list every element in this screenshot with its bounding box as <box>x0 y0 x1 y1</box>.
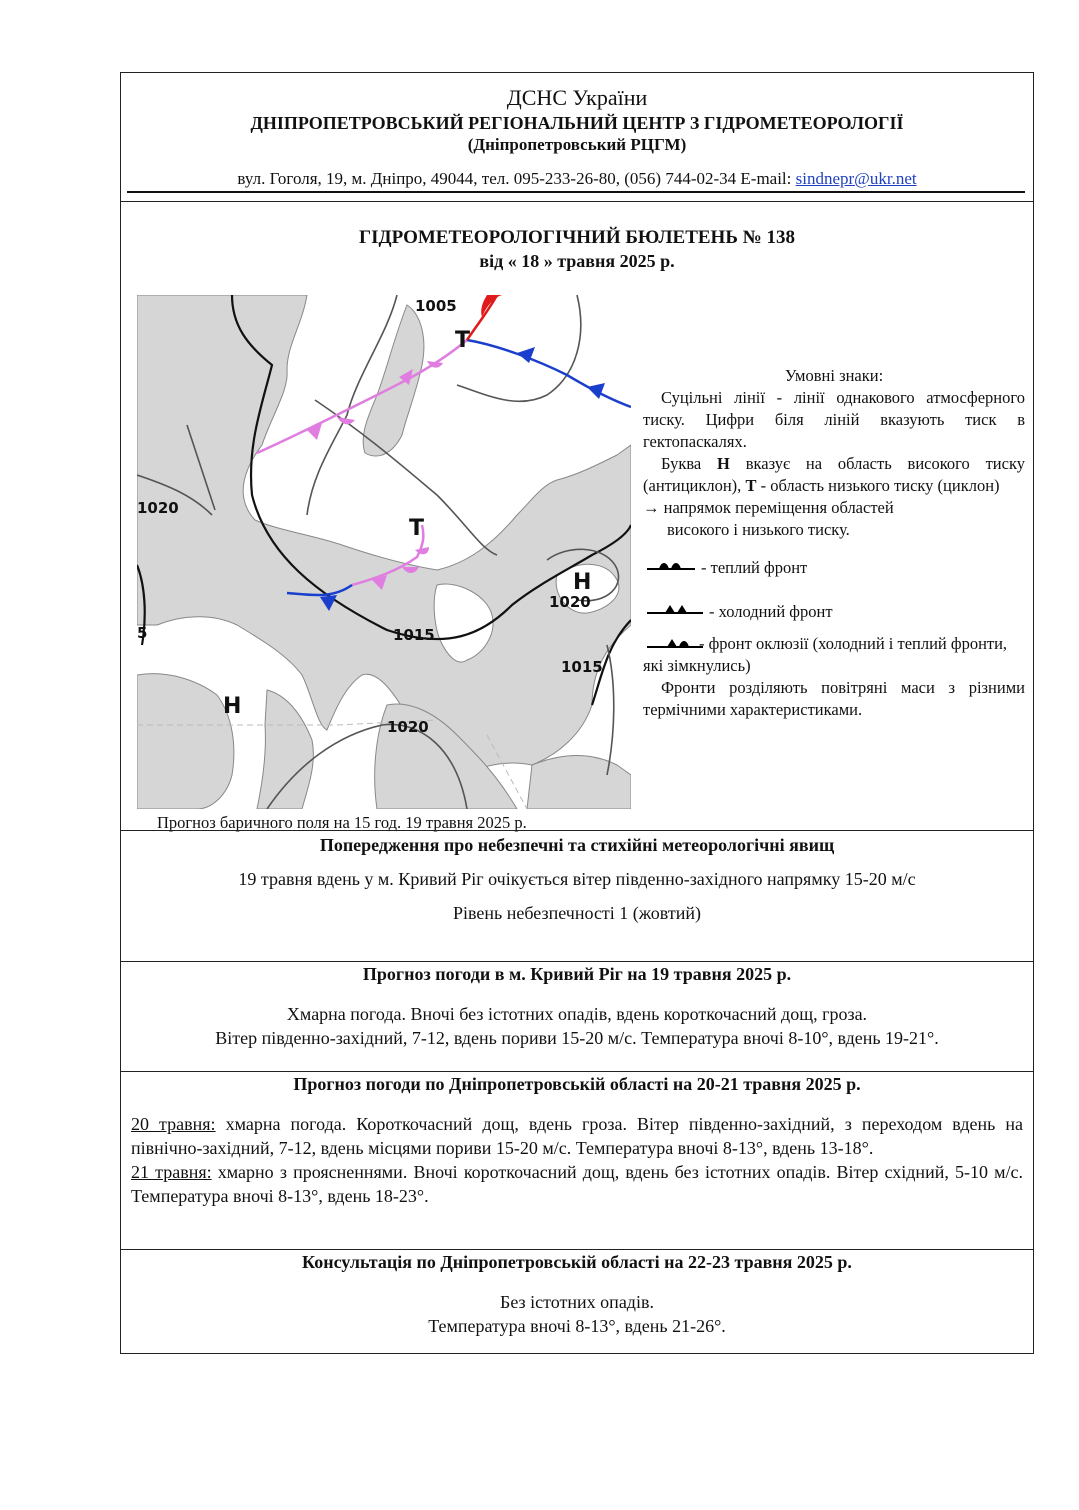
city-forecast-title: Прогноз погоди в м. Кривий Ріг на 19 травня 2025 р. <box>362 964 792 984</box>
city-forecast-section <box>121 962 1033 1050</box>
address-text: вул. Гоголя, 19, м. Дніпро, 49044, тел. 095-233-26-80, (056) 744-02-34 E-mail: <box>237 169 796 188</box>
synoptic-map <box>137 295 631 809</box>
legend-pressure-letters: Буква Н вказує на область високого тиску (антициклон), Т - область низького тиску (циклон) <box>643 454 1025 495</box>
warm-front-icon <box>647 555 699 575</box>
consultation-line1: Без істотних опадів. <box>500 1292 654 1312</box>
bulletin-title: ГІДРОМЕТЕОРОЛОГІЧНИЙ БЮЛЕТЕНЬ № 138 <box>359 227 795 248</box>
high-pressure-east: Н <box>573 570 592 595</box>
contact-line <box>121 169 1033 189</box>
header-rule <box>127 191 1025 193</box>
map-label-1020-bottom: 1020 <box>387 718 429 736</box>
divider <box>121 830 1033 831</box>
legend-movement: → напрямок переміщення областей <box>643 498 894 517</box>
legend-fronts-note: Фронти розділяють повітряні маси з різними термічними характеристиками. <box>643 678 1025 719</box>
city-forecast-line1: Хмарна погода. Вночі без істотних опадів, вдень короткочасний дощ, гроза. <box>286 1004 868 1024</box>
map-label-1020-left: 1020 <box>137 499 179 517</box>
warning-title: Попередження про небезпечні та стихійні метеорологічні явищ <box>319 835 835 855</box>
low-pressure-center: Т <box>409 516 425 541</box>
cold-front-icon <box>647 599 707 619</box>
consultation-title: Консультація по Дніпропетровській області на 22-23 травня 2025 р. <box>302 1252 852 1272</box>
agency-name: ДСНС України <box>506 85 648 110</box>
legend-warm-front: - теплий фронт <box>643 555 1025 577</box>
bulletin-sheet <box>120 72 1034 1354</box>
map-label-1020-right: 1020 <box>549 593 591 611</box>
warning-level: Рівень небезпечності 1 (жовтий) <box>453 903 701 923</box>
legend-occlusion-front: - фронт оклюзії (холодний і теплий фронти, які зімкнулись) <box>643 634 1008 675</box>
synoptic-map-svg <box>137 295 631 809</box>
region-forecast-section <box>121 1072 1033 1208</box>
warning-text: 19 травня вдень у м. Кривий Ріг очікується вітер південно-західного напрямку 15-20 м/с <box>238 869 916 889</box>
high-pressure-west: Н <box>223 694 242 719</box>
center-name: ДНІПРОПЕТРОВСЬКИЙ РЕГІОНАЛЬНИЙ ЦЕНТР З ГІДРОМЕТЕОРОЛОГІЇ <box>250 113 904 133</box>
legend-title: Умовні знаки: <box>784 366 884 385</box>
center-abbr: (Дніпропетровський РЦГМ) <box>467 135 687 154</box>
divider <box>121 201 1033 202</box>
occlusion-front-icon <box>647 633 703 653</box>
legend-movement-2: високого і низького тиску. <box>667 520 850 539</box>
consultation-line2: Температура вночі 8-13°, вдень 21-26°. <box>428 1316 726 1336</box>
region-forecast-title: Прогноз погоди по Дніпропетровській області на 20-21 травня 2025 р. <box>293 1074 861 1094</box>
map-legend <box>643 365 1025 721</box>
map-label-edge: 5 <box>137 624 148 642</box>
email-link[interactable]: sindnepr@ukr.net <box>795 169 917 188</box>
map-label-1015-right: 1015 <box>561 658 603 676</box>
warning-section <box>121 833 1033 925</box>
city-forecast-line2: Вітер південно-західний, 7-12, вдень пориви 15-20 м/с. Температура вночі 8-10°, вдень 19-21°. <box>215 1028 939 1048</box>
map-label-1015-center: 1015 <box>393 626 435 644</box>
map-caption: Прогноз баричного поля на 15 год. 19 травня 2025 р. <box>157 813 527 832</box>
region-forecast-day2: 21 травня: хмарно з проясненнями. Вночі короткочасний дощ, вдень без істотних опадів. Вітер східний, 5-10 м/с. Температура вночі 8-13°, вдень 18-23°. <box>131 1162 1023 1206</box>
legend-cold-front: - холодний фронт <box>643 599 1025 621</box>
consultation-section <box>121 1250 1033 1338</box>
legend-isobars: Суцільні лінії - лінії однакового атмосферного тиску. Цифри біля ліній вказують тиск в гектопаскалях. <box>643 388 1025 451</box>
map-label-1005: 1005 <box>415 297 457 315</box>
low-pressure-north: Т <box>455 328 471 353</box>
region-forecast-day1: 20 травня: хмарна погода. Короткочасний дощ, вдень гроза. Вітер південно-західний, з переходом вдень на північно-західний, 7-12, вдень місцями пориви 15-20 м/с. Температура вночі 8-13°, вдень 13-18°. <box>131 1114 1023 1158</box>
bulletin-date: від « 18 » травня 2025 р. <box>479 251 675 271</box>
